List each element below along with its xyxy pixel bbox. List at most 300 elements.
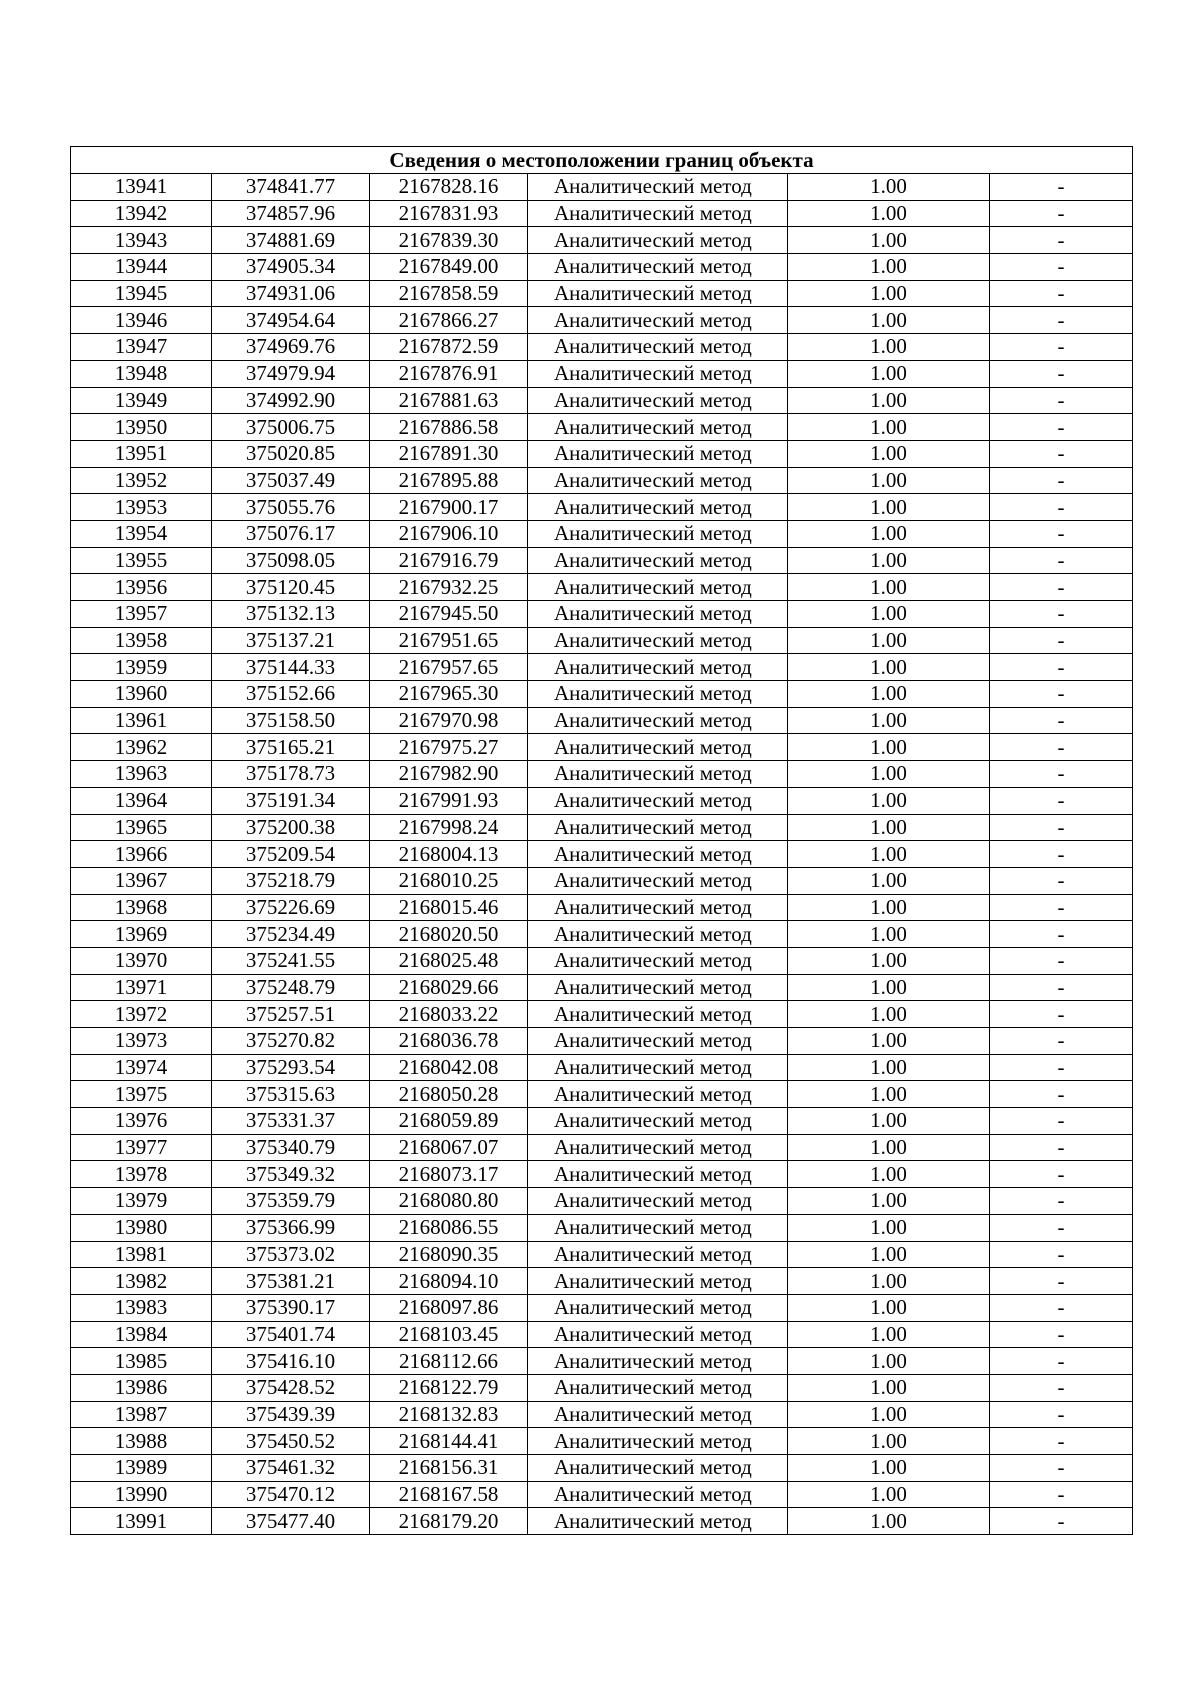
point-number-cell: 13968 bbox=[71, 894, 212, 921]
table-row bbox=[71, 387, 1133, 414]
table-row bbox=[71, 1134, 1133, 1161]
accuracy-cell: 1.00 bbox=[788, 494, 990, 521]
method-cell: Аналитический метод bbox=[528, 1455, 788, 1482]
y-coordinate-cell: 2168067.07 bbox=[370, 1134, 528, 1161]
y-coordinate-cell: 2167965.30 bbox=[370, 681, 528, 708]
point-number-cell: 13988 bbox=[71, 1428, 212, 1455]
point-number-cell: 13957 bbox=[71, 601, 212, 628]
accuracy-cell: 1.00 bbox=[788, 174, 990, 201]
accuracy-cell: 1.00 bbox=[788, 921, 990, 948]
accuracy-cell: 1.00 bbox=[788, 520, 990, 547]
y-coordinate-cell: 2167881.63 bbox=[370, 387, 528, 414]
y-coordinate-cell: 2168132.83 bbox=[370, 1401, 528, 1428]
y-coordinate-cell: 2167891.30 bbox=[370, 440, 528, 467]
y-coordinate-cell: 2167957.65 bbox=[370, 654, 528, 681]
accuracy-cell: 1.00 bbox=[788, 734, 990, 761]
note-cell: - bbox=[990, 974, 1133, 1001]
point-number-cell: 13962 bbox=[71, 734, 212, 761]
y-coordinate-cell: 2168010.25 bbox=[370, 867, 528, 894]
note-cell: - bbox=[990, 387, 1133, 414]
method-cell: Аналитический метод bbox=[528, 761, 788, 788]
y-coordinate-cell: 2168029.66 bbox=[370, 974, 528, 1001]
note-cell: - bbox=[990, 947, 1133, 974]
accuracy-cell: 1.00 bbox=[788, 681, 990, 708]
point-number-cell: 13964 bbox=[71, 787, 212, 814]
note-cell: - bbox=[990, 867, 1133, 894]
table-row bbox=[71, 1188, 1133, 1215]
note-cell: - bbox=[990, 1455, 1133, 1482]
table-row bbox=[71, 1294, 1133, 1321]
method-cell: Аналитический метод bbox=[528, 1001, 788, 1028]
note-cell: - bbox=[990, 494, 1133, 521]
method-cell: Аналитический метод bbox=[528, 1401, 788, 1428]
y-coordinate-cell: 2167831.93 bbox=[370, 200, 528, 227]
note-cell: - bbox=[990, 601, 1133, 628]
point-number-cell: 13979 bbox=[71, 1188, 212, 1215]
note-cell: - bbox=[990, 654, 1133, 681]
method-cell: Аналитический метод bbox=[528, 414, 788, 441]
accuracy-cell: 1.00 bbox=[788, 841, 990, 868]
point-number-cell: 13966 bbox=[71, 841, 212, 868]
method-cell: Аналитический метод bbox=[528, 1081, 788, 1108]
y-coordinate-cell: 2168042.08 bbox=[370, 1054, 528, 1081]
x-coordinate-cell: 374979.94 bbox=[212, 360, 370, 387]
x-coordinate-cell: 375178.73 bbox=[212, 761, 370, 788]
point-number-cell: 13983 bbox=[71, 1294, 212, 1321]
method-cell: Аналитический метод bbox=[528, 254, 788, 281]
point-number-cell: 13953 bbox=[71, 494, 212, 521]
x-coordinate-cell: 375200.38 bbox=[212, 814, 370, 841]
note-cell: - bbox=[990, 1401, 1133, 1428]
y-coordinate-cell: 2168015.46 bbox=[370, 894, 528, 921]
point-number-cell: 13963 bbox=[71, 761, 212, 788]
accuracy-cell: 1.00 bbox=[788, 1161, 990, 1188]
y-coordinate-cell: 2167876.91 bbox=[370, 360, 528, 387]
x-coordinate-cell: 375428.52 bbox=[212, 1374, 370, 1401]
y-coordinate-cell: 2167900.17 bbox=[370, 494, 528, 521]
y-coordinate-cell: 2167886.58 bbox=[370, 414, 528, 441]
y-coordinate-cell: 2168025.48 bbox=[370, 947, 528, 974]
accuracy-cell: 1.00 bbox=[788, 307, 990, 334]
x-coordinate-cell: 375209.54 bbox=[212, 841, 370, 868]
x-coordinate-cell: 375144.33 bbox=[212, 654, 370, 681]
accuracy-cell: 1.00 bbox=[788, 254, 990, 281]
method-cell: Аналитический метод bbox=[528, 1134, 788, 1161]
table-row bbox=[71, 520, 1133, 547]
point-number-cell: 13971 bbox=[71, 974, 212, 1001]
note-cell: - bbox=[990, 574, 1133, 601]
x-coordinate-cell: 375349.32 bbox=[212, 1161, 370, 1188]
table-row bbox=[71, 1028, 1133, 1055]
accuracy-cell: 1.00 bbox=[788, 200, 990, 227]
table-row bbox=[71, 707, 1133, 734]
note-cell: - bbox=[990, 307, 1133, 334]
point-number-cell: 13955 bbox=[71, 547, 212, 574]
method-cell: Аналитический метод bbox=[528, 974, 788, 1001]
table-row bbox=[71, 1348, 1133, 1375]
method-cell: Аналитический метод bbox=[528, 1054, 788, 1081]
y-coordinate-cell: 2167839.30 bbox=[370, 227, 528, 254]
method-cell: Аналитический метод bbox=[528, 1348, 788, 1375]
note-cell: - bbox=[990, 1348, 1133, 1375]
x-coordinate-cell: 375006.75 bbox=[212, 414, 370, 441]
x-coordinate-cell: 375340.79 bbox=[212, 1134, 370, 1161]
table-row bbox=[71, 841, 1133, 868]
x-coordinate-cell: 374881.69 bbox=[212, 227, 370, 254]
x-coordinate-cell: 375450.52 bbox=[212, 1428, 370, 1455]
point-number-cell: 13980 bbox=[71, 1214, 212, 1241]
point-number-cell: 13960 bbox=[71, 681, 212, 708]
table-row bbox=[71, 867, 1133, 894]
accuracy-cell: 1.00 bbox=[788, 360, 990, 387]
table-row bbox=[71, 307, 1133, 334]
method-cell: Аналитический метод bbox=[528, 841, 788, 868]
point-number-cell: 13944 bbox=[71, 254, 212, 281]
method-cell: Аналитический метод bbox=[528, 1481, 788, 1508]
method-cell: Аналитический метод bbox=[528, 1241, 788, 1268]
table-row bbox=[71, 761, 1133, 788]
point-number-cell: 13948 bbox=[71, 360, 212, 387]
note-cell: - bbox=[990, 200, 1133, 227]
point-number-cell: 13975 bbox=[71, 1081, 212, 1108]
method-cell: Аналитический метод bbox=[528, 1294, 788, 1321]
method-cell: Аналитический метод bbox=[528, 334, 788, 361]
x-coordinate-cell: 375152.66 bbox=[212, 681, 370, 708]
x-coordinate-cell: 374954.64 bbox=[212, 307, 370, 334]
accuracy-cell: 1.00 bbox=[788, 334, 990, 361]
boundary-table bbox=[70, 146, 1133, 1535]
method-cell: Аналитический метод bbox=[528, 1428, 788, 1455]
table-row bbox=[71, 1455, 1133, 1482]
y-coordinate-cell: 2167906.10 bbox=[370, 520, 528, 547]
point-number-cell: 13941 bbox=[71, 174, 212, 201]
accuracy-cell: 1.00 bbox=[788, 1134, 990, 1161]
y-coordinate-cell: 2167858.59 bbox=[370, 280, 528, 307]
table-row bbox=[71, 681, 1133, 708]
y-coordinate-cell: 2167998.24 bbox=[370, 814, 528, 841]
y-coordinate-cell: 2168004.13 bbox=[370, 841, 528, 868]
x-coordinate-cell: 375257.51 bbox=[212, 1001, 370, 1028]
x-coordinate-cell: 375373.02 bbox=[212, 1241, 370, 1268]
method-cell: Аналитический метод bbox=[528, 574, 788, 601]
accuracy-cell: 1.00 bbox=[788, 1294, 990, 1321]
accuracy-cell: 1.00 bbox=[788, 1321, 990, 1348]
table-row bbox=[71, 1428, 1133, 1455]
method-cell: Аналитический метод bbox=[528, 494, 788, 521]
y-coordinate-cell: 2167982.90 bbox=[370, 761, 528, 788]
x-coordinate-cell: 375055.76 bbox=[212, 494, 370, 521]
accuracy-cell: 1.00 bbox=[788, 1348, 990, 1375]
x-coordinate-cell: 375461.32 bbox=[212, 1455, 370, 1482]
method-cell: Аналитический метод bbox=[528, 280, 788, 307]
table-row bbox=[71, 200, 1133, 227]
y-coordinate-cell: 2168112.66 bbox=[370, 1348, 528, 1375]
y-coordinate-cell: 2168086.55 bbox=[370, 1214, 528, 1241]
table-row bbox=[71, 1481, 1133, 1508]
y-coordinate-cell: 2167991.93 bbox=[370, 787, 528, 814]
table-row bbox=[71, 174, 1133, 201]
note-cell: - bbox=[990, 1028, 1133, 1055]
x-coordinate-cell: 375234.49 bbox=[212, 921, 370, 948]
note-cell: - bbox=[990, 787, 1133, 814]
method-cell: Аналитический метод bbox=[528, 1028, 788, 1055]
accuracy-cell: 1.00 bbox=[788, 867, 990, 894]
point-number-cell: 13950 bbox=[71, 414, 212, 441]
point-number-cell: 13978 bbox=[71, 1161, 212, 1188]
x-coordinate-cell: 375401.74 bbox=[212, 1321, 370, 1348]
x-coordinate-cell: 374841.77 bbox=[212, 174, 370, 201]
accuracy-cell: 1.00 bbox=[788, 547, 990, 574]
accuracy-cell: 1.00 bbox=[788, 1455, 990, 1482]
table-row bbox=[71, 494, 1133, 521]
note-cell: - bbox=[990, 1481, 1133, 1508]
x-coordinate-cell: 374857.96 bbox=[212, 200, 370, 227]
method-cell: Аналитический метод bbox=[528, 894, 788, 921]
x-coordinate-cell: 375390.17 bbox=[212, 1294, 370, 1321]
point-number-cell: 13982 bbox=[71, 1268, 212, 1295]
point-number-cell: 13958 bbox=[71, 627, 212, 654]
y-coordinate-cell: 2168122.79 bbox=[370, 1374, 528, 1401]
accuracy-cell: 1.00 bbox=[788, 974, 990, 1001]
note-cell: - bbox=[990, 174, 1133, 201]
table-title-row bbox=[71, 147, 1133, 174]
point-number-cell: 13947 bbox=[71, 334, 212, 361]
table-row bbox=[71, 787, 1133, 814]
point-number-cell: 13990 bbox=[71, 1481, 212, 1508]
table-row bbox=[71, 547, 1133, 574]
y-coordinate-cell: 2168090.35 bbox=[370, 1241, 528, 1268]
note-cell: - bbox=[990, 254, 1133, 281]
table-row bbox=[71, 334, 1133, 361]
point-number-cell: 13972 bbox=[71, 1001, 212, 1028]
point-number-cell: 13991 bbox=[71, 1508, 212, 1535]
y-coordinate-cell: 2168156.31 bbox=[370, 1455, 528, 1482]
table-row bbox=[71, 894, 1133, 921]
point-number-cell: 13967 bbox=[71, 867, 212, 894]
y-coordinate-cell: 2168097.86 bbox=[370, 1294, 528, 1321]
point-number-cell: 13943 bbox=[71, 227, 212, 254]
point-number-cell: 13952 bbox=[71, 467, 212, 494]
accuracy-cell: 1.00 bbox=[788, 1268, 990, 1295]
x-coordinate-cell: 375098.05 bbox=[212, 547, 370, 574]
accuracy-cell: 1.00 bbox=[788, 1374, 990, 1401]
table-row bbox=[71, 921, 1133, 948]
x-coordinate-cell: 375020.85 bbox=[212, 440, 370, 467]
accuracy-cell: 1.00 bbox=[788, 1001, 990, 1028]
method-cell: Аналитический метод bbox=[528, 547, 788, 574]
y-coordinate-cell: 2167932.25 bbox=[370, 574, 528, 601]
x-coordinate-cell: 375331.37 bbox=[212, 1108, 370, 1135]
method-cell: Аналитический метод bbox=[528, 467, 788, 494]
x-coordinate-cell: 375132.13 bbox=[212, 601, 370, 628]
accuracy-cell: 1.00 bbox=[788, 1108, 990, 1135]
y-coordinate-cell: 2167872.59 bbox=[370, 334, 528, 361]
x-coordinate-cell: 375270.82 bbox=[212, 1028, 370, 1055]
point-number-cell: 13989 bbox=[71, 1455, 212, 1482]
table-row bbox=[71, 974, 1133, 1001]
table-row bbox=[71, 440, 1133, 467]
point-number-cell: 13973 bbox=[71, 1028, 212, 1055]
note-cell: - bbox=[990, 814, 1133, 841]
y-coordinate-cell: 2168094.10 bbox=[370, 1268, 528, 1295]
note-cell: - bbox=[990, 227, 1133, 254]
method-cell: Аналитический метод bbox=[528, 1508, 788, 1535]
point-number-cell: 13954 bbox=[71, 520, 212, 547]
y-coordinate-cell: 2167951.65 bbox=[370, 627, 528, 654]
x-coordinate-cell: 375470.12 bbox=[212, 1481, 370, 1508]
accuracy-cell: 1.00 bbox=[788, 761, 990, 788]
point-number-cell: 13961 bbox=[71, 707, 212, 734]
y-coordinate-cell: 2168080.80 bbox=[370, 1188, 528, 1215]
table-row bbox=[71, 414, 1133, 441]
x-coordinate-cell: 375226.69 bbox=[212, 894, 370, 921]
table-row bbox=[71, 227, 1133, 254]
point-number-cell: 13965 bbox=[71, 814, 212, 841]
table-row bbox=[71, 814, 1133, 841]
method-cell: Аналитический метод bbox=[528, 200, 788, 227]
x-coordinate-cell: 374969.76 bbox=[212, 334, 370, 361]
table-row bbox=[71, 1374, 1133, 1401]
note-cell: - bbox=[990, 547, 1133, 574]
x-coordinate-cell: 375477.40 bbox=[212, 1508, 370, 1535]
note-cell: - bbox=[990, 707, 1133, 734]
method-cell: Аналитический метод bbox=[528, 360, 788, 387]
note-cell: - bbox=[990, 1294, 1133, 1321]
y-coordinate-cell: 2168020.50 bbox=[370, 921, 528, 948]
y-coordinate-cell: 2168167.58 bbox=[370, 1481, 528, 1508]
note-cell: - bbox=[990, 280, 1133, 307]
method-cell: Аналитический метод bbox=[528, 227, 788, 254]
table-row bbox=[71, 601, 1133, 628]
note-cell: - bbox=[990, 761, 1133, 788]
method-cell: Аналитический метод bbox=[528, 1268, 788, 1295]
table-row bbox=[71, 1508, 1133, 1535]
y-coordinate-cell: 2168036.78 bbox=[370, 1028, 528, 1055]
table-row bbox=[71, 947, 1133, 974]
x-coordinate-cell: 374905.34 bbox=[212, 254, 370, 281]
accuracy-cell: 1.00 bbox=[788, 654, 990, 681]
accuracy-cell: 1.00 bbox=[788, 707, 990, 734]
method-cell: Аналитический метод bbox=[528, 601, 788, 628]
table-row bbox=[71, 254, 1133, 281]
accuracy-cell: 1.00 bbox=[788, 1401, 990, 1428]
note-cell: - bbox=[990, 1001, 1133, 1028]
accuracy-cell: 1.00 bbox=[788, 467, 990, 494]
y-coordinate-cell: 2167828.16 bbox=[370, 174, 528, 201]
accuracy-cell: 1.00 bbox=[788, 1028, 990, 1055]
note-cell: - bbox=[990, 1508, 1133, 1535]
table-body bbox=[71, 174, 1133, 1535]
y-coordinate-cell: 2168059.89 bbox=[370, 1108, 528, 1135]
point-number-cell: 13946 bbox=[71, 307, 212, 334]
table-row bbox=[71, 1001, 1133, 1028]
note-cell: - bbox=[990, 1214, 1133, 1241]
note-cell: - bbox=[990, 1268, 1133, 1295]
note-cell: - bbox=[990, 841, 1133, 868]
method-cell: Аналитический метод bbox=[528, 681, 788, 708]
accuracy-cell: 1.00 bbox=[788, 947, 990, 974]
accuracy-cell: 1.00 bbox=[788, 627, 990, 654]
method-cell: Аналитический метод bbox=[528, 707, 788, 734]
method-cell: Аналитический метод bbox=[528, 307, 788, 334]
y-coordinate-cell: 2168073.17 bbox=[370, 1161, 528, 1188]
note-cell: - bbox=[990, 1108, 1133, 1135]
y-coordinate-cell: 2167945.50 bbox=[370, 601, 528, 628]
x-coordinate-cell: 375293.54 bbox=[212, 1054, 370, 1081]
note-cell: - bbox=[990, 414, 1133, 441]
x-coordinate-cell: 375359.79 bbox=[212, 1188, 370, 1215]
table-row bbox=[71, 1054, 1133, 1081]
point-number-cell: 13945 bbox=[71, 280, 212, 307]
accuracy-cell: 1.00 bbox=[788, 894, 990, 921]
point-number-cell: 13951 bbox=[71, 440, 212, 467]
point-number-cell: 13976 bbox=[71, 1108, 212, 1135]
accuracy-cell: 1.00 bbox=[788, 574, 990, 601]
accuracy-cell: 1.00 bbox=[788, 787, 990, 814]
table-row bbox=[71, 654, 1133, 681]
method-cell: Аналитический метод bbox=[528, 1108, 788, 1135]
note-cell: - bbox=[990, 734, 1133, 761]
table-header bbox=[71, 147, 1133, 174]
y-coordinate-cell: 2167975.27 bbox=[370, 734, 528, 761]
method-cell: Аналитический метод bbox=[528, 947, 788, 974]
note-cell: - bbox=[990, 921, 1133, 948]
table-row bbox=[71, 734, 1133, 761]
accuracy-cell: 1.00 bbox=[788, 1214, 990, 1241]
y-coordinate-cell: 2167970.98 bbox=[370, 707, 528, 734]
accuracy-cell: 1.00 bbox=[788, 1241, 990, 1268]
x-coordinate-cell: 375120.45 bbox=[212, 574, 370, 601]
accuracy-cell: 1.00 bbox=[788, 601, 990, 628]
method-cell: Аналитический метод bbox=[528, 627, 788, 654]
x-coordinate-cell: 375315.63 bbox=[212, 1081, 370, 1108]
accuracy-cell: 1.00 bbox=[788, 1428, 990, 1455]
method-cell: Аналитический метод bbox=[528, 814, 788, 841]
x-coordinate-cell: 375218.79 bbox=[212, 867, 370, 894]
x-coordinate-cell: 375165.21 bbox=[212, 734, 370, 761]
method-cell: Аналитический метод bbox=[528, 921, 788, 948]
note-cell: - bbox=[990, 1054, 1133, 1081]
accuracy-cell: 1.00 bbox=[788, 227, 990, 254]
table-row bbox=[71, 1214, 1133, 1241]
accuracy-cell: 1.00 bbox=[788, 1081, 990, 1108]
accuracy-cell: 1.00 bbox=[788, 280, 990, 307]
table-title: Сведения о местоположении границ объекта bbox=[71, 147, 1133, 174]
point-number-cell: 13970 bbox=[71, 947, 212, 974]
note-cell: - bbox=[990, 520, 1133, 547]
note-cell: - bbox=[990, 360, 1133, 387]
point-number-cell: 13974 bbox=[71, 1054, 212, 1081]
note-cell: - bbox=[990, 627, 1133, 654]
y-coordinate-cell: 2167916.79 bbox=[370, 547, 528, 574]
table-row bbox=[71, 1321, 1133, 1348]
x-coordinate-cell: 374992.90 bbox=[212, 387, 370, 414]
x-coordinate-cell: 375241.55 bbox=[212, 947, 370, 974]
y-coordinate-cell: 2167849.00 bbox=[370, 254, 528, 281]
note-cell: - bbox=[990, 1081, 1133, 1108]
y-coordinate-cell: 2168050.28 bbox=[370, 1081, 528, 1108]
note-cell: - bbox=[990, 1428, 1133, 1455]
point-number-cell: 13984 bbox=[71, 1321, 212, 1348]
point-number-cell: 13956 bbox=[71, 574, 212, 601]
note-cell: - bbox=[990, 894, 1133, 921]
method-cell: Аналитический метод bbox=[528, 1161, 788, 1188]
method-cell: Аналитический метод bbox=[528, 1214, 788, 1241]
point-number-cell: 13985 bbox=[71, 1348, 212, 1375]
table-row bbox=[71, 1108, 1133, 1135]
x-coordinate-cell: 375137.21 bbox=[212, 627, 370, 654]
note-cell: - bbox=[990, 681, 1133, 708]
